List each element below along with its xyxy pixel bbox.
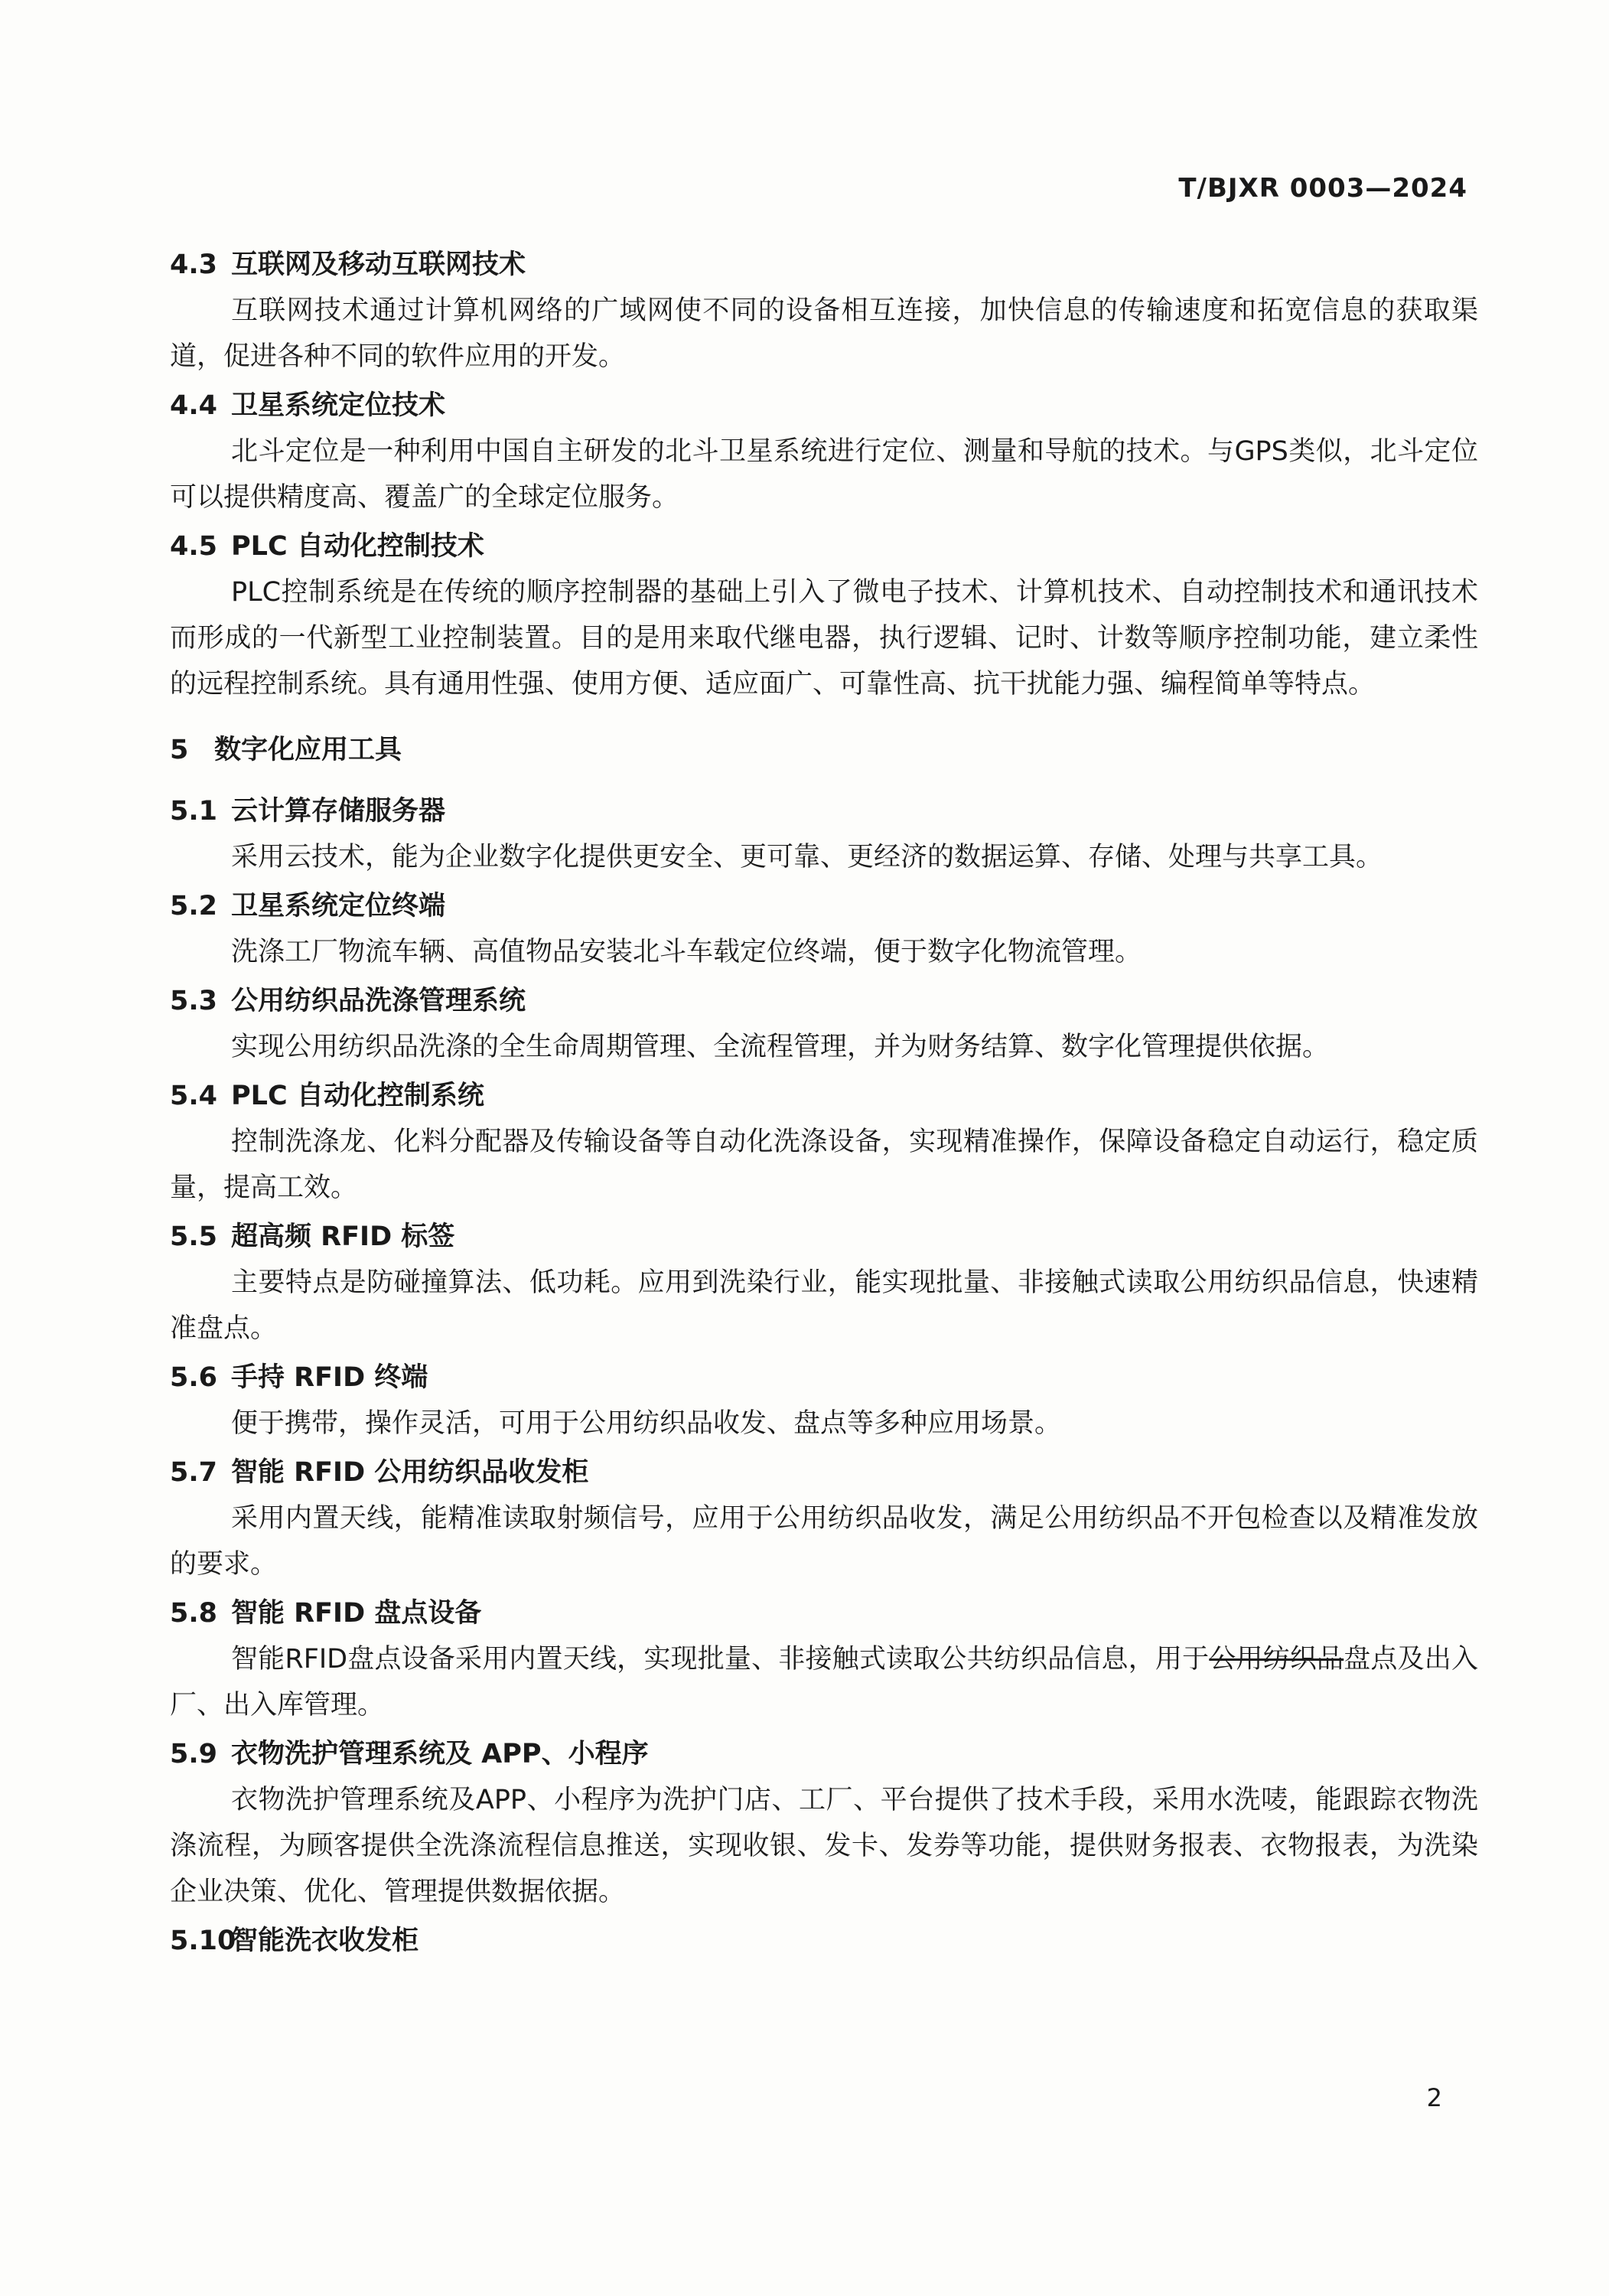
section-text-5-8: 智能RFID盘点设备采用内置天线，实现批量、非接触式读取公共纺织品信息，用于公用纺织品盘点及出入厂、出入库管理。 <box>170 1644 1478 1720</box>
section-heading-4-4: 4.4 卫星系统定位技术 <box>170 390 446 421</box>
section-heading-5-4: 5.4 PLC 自动化控制系统 <box>170 1081 484 1111</box>
section-text-5-2: 洗涤工厂物流车辆、高值物品安装北斗车载定位终端，便于数字化物流管理。 <box>231 937 1142 967</box>
section-heading-5-2: 5.2 卫星系统定位终端 <box>170 891 446 921</box>
struck-text: 公用纺织品 <box>1209 1644 1344 1675</box>
document-body <box>170 245 1478 1961</box>
section-heading-4-3: 4.3 互联网及移动互联网技术 <box>170 249 526 280</box>
document-code: T/BJXR 0003—2024 <box>1178 173 1467 204</box>
section-heading-4-5: 4.5 PLC 自动化控制技术 <box>170 531 484 562</box>
section-heading-5-9: 5.9 衣物洗护管理系统及 APP、小程序 <box>170 1739 649 1769</box>
section-heading-5-8: 5.8 智能 RFID 盘点设备 <box>170 1598 482 1629</box>
section-text-5-5: 主要特点是防碰撞算法、低功耗。应用到洗染行业，能实现批量、非接触式读取公用纺织品信息，快速精准盘点。 <box>170 1267 1478 1344</box>
section-text-4-5: PLC控制系统是在传统的顺序控制器的基础上引入了微电子技术、计算机技术、自动控制技术和通讯技术而形成的一代新型工业控制装置。目的是用来取代继电器，执行逻辑、记时、计数等顺序控制功能，建立柔性的远程控制系统。具有通用性强、使用方便、适应面广、可靠性高、抗干扰能力强、编程简单等特点。 <box>170 577 1478 700</box>
section-heading-5-1: 5.1 云计算存储服务器 <box>170 796 446 827</box>
section-text-5-4: 控制洗涤龙、化料分配器及传输设备等自动化洗涤设备，实现精准操作，保障设备稳定自动运行，稳定质量，提高工效。 <box>170 1127 1478 1203</box>
section-heading-5-3: 5.3 公用纺织品洗涤管理系统 <box>170 986 526 1016</box>
section-heading-5-6: 5.6 手持 RFID 终端 <box>170 1362 428 1393</box>
section-text-4-4: 北斗定位是一种利用中国自主研发的北斗卫星系统进行定位、测量和导航的技术。与GPS类似，北斗定位可以提供精度高、覆盖广的全球定位服务。 <box>170 436 1478 513</box>
section-text-4-3: 互联网技术通过计算机网络的广域网使不同的设备相互连接，加快信息的传输速度和拓宽信息的获取渠道，促进各种不同的软件应用的开发。 <box>170 295 1478 372</box>
chapter-heading-5: 5 数字化应用工具 <box>170 735 402 765</box>
section-text-5-6: 便于携带，操作灵活，可用于公用纺织品收发、盘点等多种应用场景。 <box>231 1408 1062 1439</box>
page-number: 2 <box>1426 2083 1442 2112</box>
section-text-5-1: 采用云技术，能为企业数字化提供更安全、更可靠、更经济的数据运算、存储、处理与共享工具。 <box>231 842 1383 872</box>
section-text-5-3: 实现公用纺织品洗涤的全生命周期管理、全流程管理，并为财务结算、数字化管理提供依据。 <box>231 1032 1330 1062</box>
section-heading-5-10: 5.10智能洗衣收发柜 <box>170 1926 419 1956</box>
section-heading-5-5: 5.5 超高频 RFID 标签 <box>170 1221 455 1252</box>
section-heading-5-7: 5.7 智能 RFID 公用纺织品收发柜 <box>170 1457 589 1488</box>
section-text-5-9: 衣物洗护管理系统及APP、小程序为洗护门店、工厂、平台提供了技术手段，采用水洗唛，能跟踪衣物洗涤流程，为顾客提供全洗涤流程信息推送，实现收银、发卡、发券等功能，提供财务报表、衣物报表，为洗染企业决策、优化、管理提供数据依据。 <box>170 1785 1478 1907</box>
section-text-5-7: 采用内置天线，能精准读取射频信号，应用于公用纺织品收发，满足公用纺织品不开包检查以及精准发放的要求。 <box>170 1503 1478 1580</box>
